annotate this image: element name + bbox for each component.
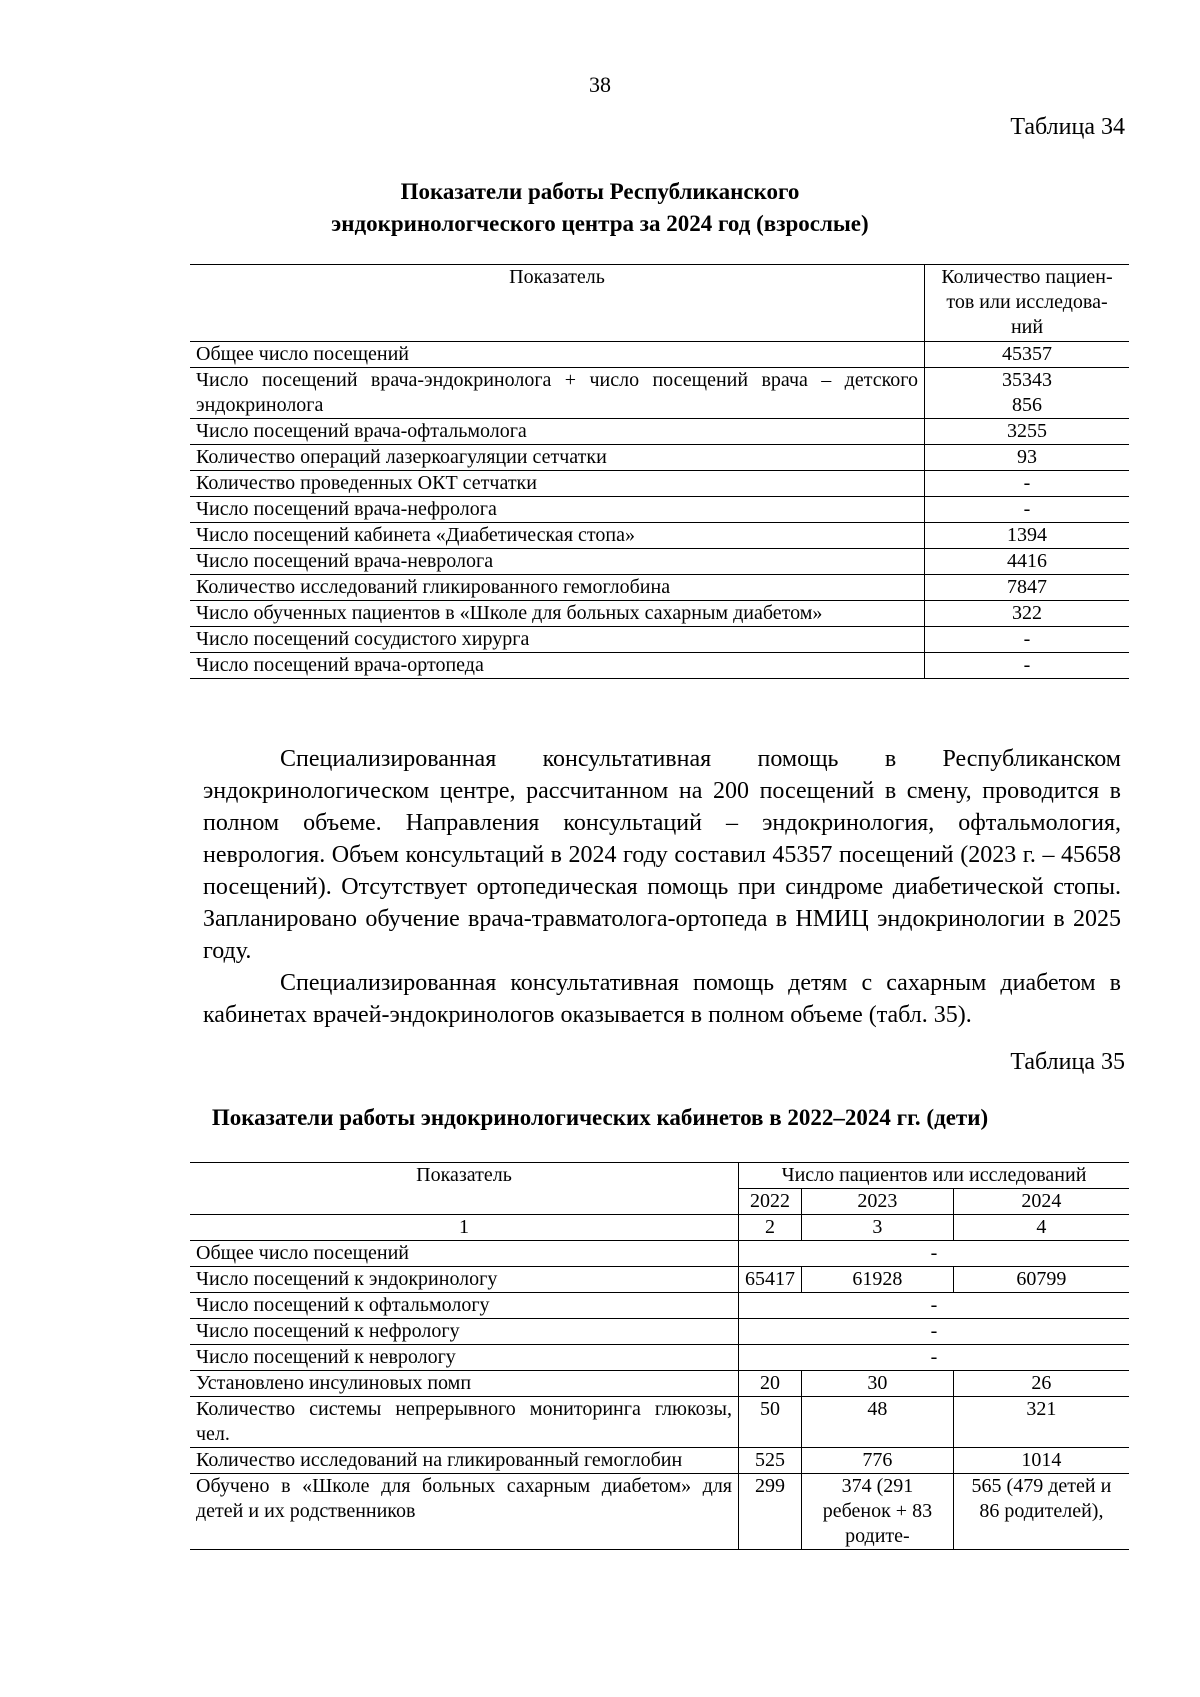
header-year: 2024 (953, 1189, 1129, 1215)
row-value: - (925, 497, 1130, 523)
row-value: 1394 (925, 523, 1130, 549)
row-value: 299 (739, 1474, 802, 1550)
table-header-row (190, 265, 1129, 342)
row-indicator: Число посещений врача-невролога (190, 549, 925, 575)
row-indicator: Число посещений кабинета «Диабетическая стопа» (190, 523, 925, 549)
table-row (190, 523, 1129, 549)
row-merged-value: - (739, 1319, 1130, 1345)
row-value: 61928 (802, 1267, 954, 1293)
row-value: 565 (479 детей и 86 родителей), (953, 1474, 1129, 1550)
column-number: 1 (190, 1215, 739, 1241)
table-row (190, 497, 1129, 523)
table-35 (190, 1162, 1129, 1550)
row-value: 7847 (925, 575, 1130, 601)
row-indicator: Количество исследований гликированного гемоглобина (190, 575, 925, 601)
table-header-row (190, 1163, 1129, 1189)
table-35-label: Таблица 35 (1010, 1049, 1125, 1075)
row-value-line-1: 35343 (1002, 369, 1052, 391)
row-indicator: Количество системы непрерывного мониторинга глюкозы, чел. (190, 1397, 739, 1448)
header-year: 2023 (802, 1189, 954, 1215)
table-row (190, 368, 1129, 419)
row-value: 1014 (953, 1448, 1129, 1474)
row-indicator: Число обученных пациентов в «Школе для больных сахарным диабетом» (190, 601, 925, 627)
table-row (190, 653, 1129, 679)
table-35-title: Показатели работы эндокринологических кабинетов в 2022–2024 гг. (дети) (211, 1105, 989, 1130)
table-row (190, 1241, 1129, 1267)
row-indicator: Обучено в «Школе для больных сахарным диабетом» для детей и их родственников (190, 1474, 739, 1550)
table-row (190, 627, 1129, 653)
row-indicator: Число посещений врача-нефролога (190, 497, 925, 523)
row-value: 4416 (925, 549, 1130, 575)
table-row (190, 1397, 1129, 1448)
paragraph-2: Специализированная консультативная помощь детям с сахарным диабетом в кабинетах врачей-эндокринологов оказывается в полном объеме (табл. 35). (203, 970, 1121, 1028)
row-value: 93 (925, 445, 1130, 471)
row-value: 321 (953, 1397, 1129, 1448)
row-value: 20 (739, 1371, 802, 1397)
row-merged-value: - (739, 1293, 1130, 1319)
table-row (190, 342, 1129, 368)
table-row (190, 1448, 1129, 1474)
header-indicator: Показатель (509, 266, 605, 288)
row-value: 45357 (925, 342, 1130, 368)
body-text (203, 743, 1121, 1031)
table-row (190, 1345, 1129, 1371)
row-value: 48 (802, 1397, 954, 1448)
table-row (190, 1371, 1129, 1397)
column-number: 2 (739, 1215, 802, 1241)
row-indicator: Количество проведенных ОКТ сетчатки (190, 471, 925, 497)
row-merged-value: - (739, 1345, 1130, 1371)
row-indicator: Число посещений к нефрологу (190, 1319, 739, 1345)
row-value: 60799 (953, 1267, 1129, 1293)
column-number: 4 (953, 1215, 1129, 1241)
row-value: 50 (739, 1397, 802, 1448)
paragraph-1: Специализированная консультативная помощь в Республиканском эндокринологическом центре, рассчитанном на 200 посещений в смену, проводится в полном объеме. Направления консультаций – эндокринология, офтальмология, неврология. Объем консультаций в 2024 году составил 45357 посещений (2023 г. – 45658 посещений). Отсутствует ортопедическая помощь при синдроме диабетической стопы. Запланировано обучение врача-травматолога-ортопеда в НМИЦ эндокринологии в 2025 году. (203, 746, 1121, 964)
table-row (190, 1474, 1129, 1550)
row-value: - (925, 471, 1130, 497)
table-row (190, 419, 1129, 445)
row-value: - (925, 627, 1130, 653)
row-indicator: Число посещений врача-офтальмолога (190, 419, 925, 445)
table-34-title (0, 176, 1200, 240)
header-value: Количество пациен-тов или исследова-ний (925, 265, 1130, 342)
row-indicator: Общее число посещений (190, 342, 925, 368)
table-34-label: Таблица 34 (1010, 114, 1125, 140)
table-row (190, 549, 1129, 575)
row-value: 322 (925, 601, 1130, 627)
row-indicator: Количество исследований на гликированный гемоглобин (190, 1448, 739, 1474)
row-value-line-2: 856 (1012, 394, 1042, 416)
row-value: 776 (802, 1448, 954, 1474)
row-value: 374 (291 ребенок + 83 родите- (802, 1474, 954, 1550)
row-value: 65417 (739, 1267, 802, 1293)
row-value: 3255 (925, 419, 1130, 445)
row-value: 26 (953, 1371, 1129, 1397)
row-merged-value: - (739, 1241, 1130, 1267)
table-row (190, 445, 1129, 471)
table-row (190, 601, 1129, 627)
row-value: - (925, 653, 1130, 679)
table-row (190, 575, 1129, 601)
header-indicator: Показатель (416, 1164, 512, 1186)
row-indicator: Число посещений к неврологу (190, 1345, 739, 1371)
table-34 (190, 264, 1129, 679)
row-indicator: Количество операций лазеркоагуляции сетчатки (190, 445, 925, 471)
row-indicator: Число посещений врача-эндокринолога + число посещений врача – детского эндокринолога (190, 368, 925, 419)
table-row (190, 1319, 1129, 1345)
row-indicator: Число посещений к эндокринологу (190, 1267, 739, 1293)
table-row (190, 1267, 1129, 1293)
table-row (190, 1293, 1129, 1319)
row-indicator: Установлено инсулиновых помп (190, 1371, 739, 1397)
column-number: 3 (802, 1215, 954, 1241)
column-number-row (190, 1215, 1129, 1241)
table-row (190, 471, 1129, 497)
table-34-title-line-1: Показатели работы Республиканского (400, 179, 800, 204)
page-number: 38 (589, 72, 611, 97)
row-indicator: Число посещений к офтальмологу (190, 1293, 739, 1319)
row-indicator: Число посещений сосудистого хирурга (190, 627, 925, 653)
table-34-title-line-2: эндокринологческого центра за 2024 год (взрослые) (331, 211, 869, 236)
row-value: 525 (739, 1448, 802, 1474)
row-value: 30 (802, 1371, 954, 1397)
row-indicator: Число посещений врача-ортопеда (190, 653, 925, 679)
header-group: Число пациентов или исследований (739, 1163, 1130, 1189)
header-year: 2022 (739, 1189, 802, 1215)
row-value (925, 368, 1130, 419)
row-indicator: Общее число посещений (190, 1241, 739, 1267)
